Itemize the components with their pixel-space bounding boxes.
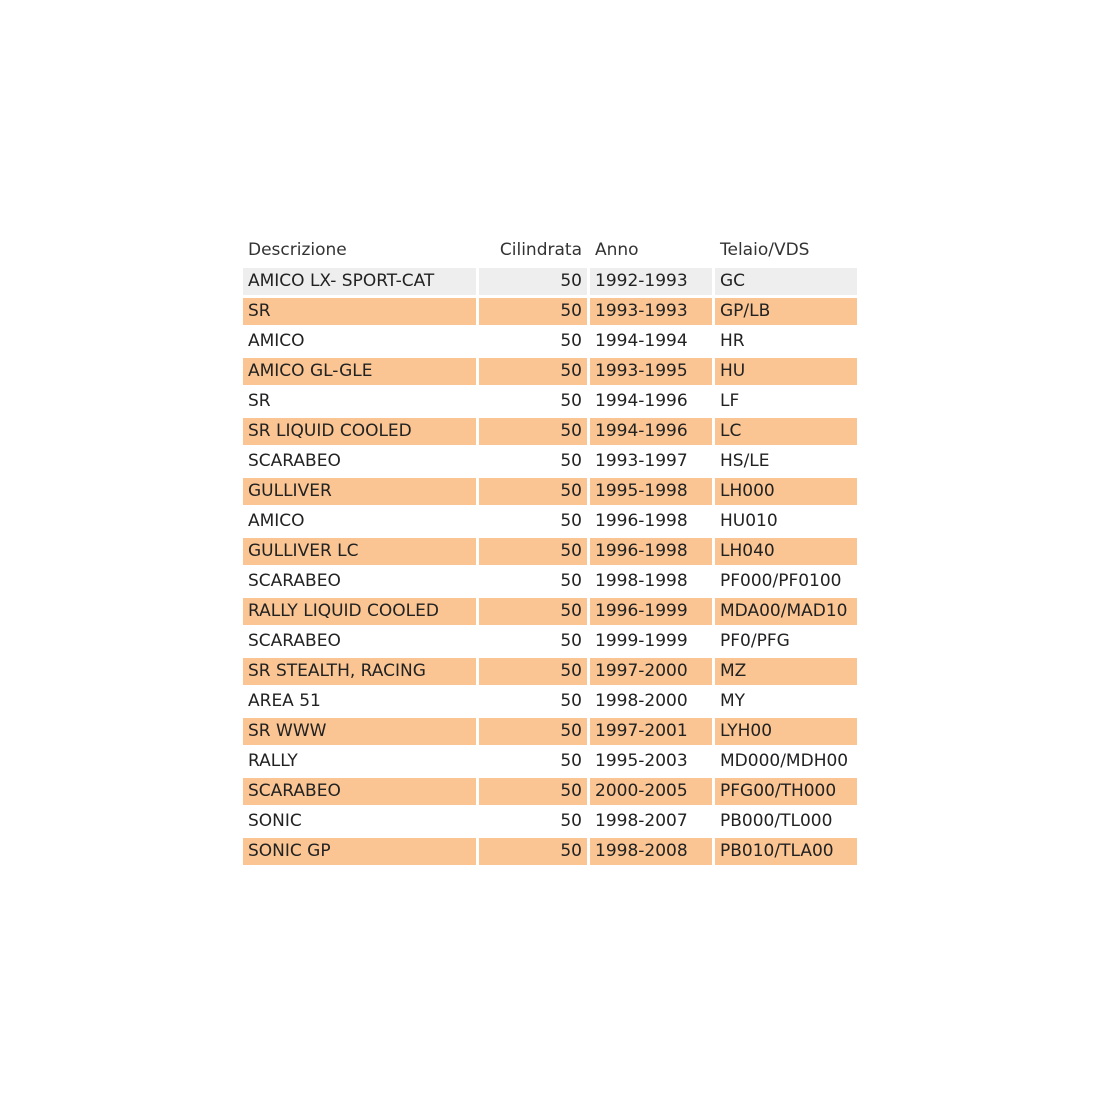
cell-cilindrata: 50 [479, 388, 587, 415]
cell-descrizione: RALLY [243, 748, 476, 775]
table-row [243, 478, 857, 505]
cell-cilindrata: 50 [479, 538, 587, 565]
cell-anno: 1996-1998 [590, 538, 712, 565]
cell-cilindrata: 50 [479, 838, 587, 865]
cell-descrizione: SR LIQUID COOLED [243, 418, 476, 445]
cell-descrizione: SCARABEO [243, 778, 476, 805]
table-row [243, 778, 857, 805]
cell-anno: 1993-1993 [590, 298, 712, 325]
cell-descrizione: GULLIVER LC [243, 538, 476, 565]
cell-telaio: LF [715, 388, 857, 415]
cell-anno: 1998-2000 [590, 688, 712, 715]
table-row [243, 418, 857, 445]
cell-telaio: LH000 [715, 478, 857, 505]
table-row [243, 358, 857, 385]
header-cilindrata: Cilindrata [479, 235, 587, 265]
cell-descrizione: GULLIVER [243, 478, 476, 505]
cell-descrizione: AMICO [243, 508, 476, 535]
cell-anno: 1998-2007 [590, 808, 712, 835]
table-row [243, 538, 857, 565]
table-row [243, 838, 857, 865]
cell-telaio: PB010/TLA00 [715, 838, 857, 865]
table-row [243, 388, 857, 415]
cell-telaio: LYH00 [715, 718, 857, 745]
cell-telaio: HU010 [715, 508, 857, 535]
cell-descrizione: AMICO GL-GLE [243, 358, 476, 385]
cell-telaio: GP/LB [715, 298, 857, 325]
cell-anno: 1993-1997 [590, 448, 712, 475]
cell-anno: 1994-1994 [590, 328, 712, 355]
cell-descrizione: SR WWW [243, 718, 476, 745]
cell-anno: 1995-2003 [590, 748, 712, 775]
table-row [243, 658, 857, 685]
cell-anno: 2000-2005 [590, 778, 712, 805]
table-row [243, 268, 857, 295]
cell-descrizione: SR STEALTH, RACING [243, 658, 476, 685]
cell-descrizione: SCARABEO [243, 448, 476, 475]
table-row [243, 748, 857, 775]
cell-anno: 1992-1993 [590, 268, 712, 295]
cell-cilindrata: 50 [479, 688, 587, 715]
cell-descrizione: SR [243, 298, 476, 325]
table-row [243, 298, 857, 325]
cell-descrizione: SONIC GP [243, 838, 476, 865]
cell-cilindrata: 50 [479, 418, 587, 445]
table-header-row [243, 235, 857, 265]
cell-cilindrata: 50 [479, 808, 587, 835]
cell-cilindrata: 50 [479, 628, 587, 655]
table-row [243, 688, 857, 715]
table-row [243, 568, 857, 595]
cell-anno: 1998-1998 [590, 568, 712, 595]
cell-telaio: MD000/MDH00 [715, 748, 857, 775]
cell-telaio: LH040 [715, 538, 857, 565]
cell-anno: 1996-1998 [590, 508, 712, 535]
header-telaio: Telaio/VDS [715, 235, 857, 265]
cell-cilindrata: 50 [479, 568, 587, 595]
table-body [243, 268, 857, 865]
cell-cilindrata: 50 [479, 778, 587, 805]
cell-cilindrata: 50 [479, 658, 587, 685]
cell-telaio: LC [715, 418, 857, 445]
cell-descrizione: AREA 51 [243, 688, 476, 715]
cell-telaio: MDA00/MAD10 [715, 598, 857, 625]
table-row [243, 508, 857, 535]
cell-descrizione: SCARABEO [243, 628, 476, 655]
cell-cilindrata: 50 [479, 508, 587, 535]
table-row [243, 448, 857, 475]
cell-telaio: PF0/PFG [715, 628, 857, 655]
cell-descrizione: RALLY LIQUID COOLED [243, 598, 476, 625]
cell-anno: 1997-2001 [590, 718, 712, 745]
cell-anno: 1996-1999 [590, 598, 712, 625]
header-descrizione: Descrizione [243, 235, 476, 265]
cell-anno: 1994-1996 [590, 418, 712, 445]
cell-cilindrata: 50 [479, 358, 587, 385]
cell-anno: 1995-1998 [590, 478, 712, 505]
cell-telaio: PFG00/TH000 [715, 778, 857, 805]
cell-descrizione: AMICO [243, 328, 476, 355]
cell-anno: 1993-1995 [590, 358, 712, 385]
vehicle-table [240, 232, 860, 868]
cell-telaio: GC [715, 268, 857, 295]
cell-cilindrata: 50 [479, 478, 587, 505]
header-anno: Anno [590, 235, 712, 265]
cell-descrizione: SR [243, 388, 476, 415]
cell-cilindrata: 50 [479, 328, 587, 355]
cell-telaio: MY [715, 688, 857, 715]
cell-telaio: PB000/TL000 [715, 808, 857, 835]
cell-anno: 1999-1999 [590, 628, 712, 655]
cell-descrizione: SCARABEO [243, 568, 476, 595]
cell-anno: 1998-2008 [590, 838, 712, 865]
cell-cilindrata: 50 [479, 268, 587, 295]
cell-cilindrata: 50 [479, 598, 587, 625]
cell-cilindrata: 50 [479, 448, 587, 475]
cell-telaio: HR [715, 328, 857, 355]
cell-anno: 1994-1996 [590, 388, 712, 415]
cell-cilindrata: 50 [479, 298, 587, 325]
table-row [243, 808, 857, 835]
table-row [243, 718, 857, 745]
cell-telaio: HS/LE [715, 448, 857, 475]
table-row [243, 598, 857, 625]
cell-anno: 1997-2000 [590, 658, 712, 685]
cell-telaio: PF000/PF0100 [715, 568, 857, 595]
cell-descrizione: AMICO LX- SPORT-CAT [243, 268, 476, 295]
cell-cilindrata: 50 [479, 748, 587, 775]
cell-cilindrata: 50 [479, 718, 587, 745]
table-row [243, 628, 857, 655]
cell-telaio: HU [715, 358, 857, 385]
table-row [243, 328, 857, 355]
cell-telaio: MZ [715, 658, 857, 685]
cell-descrizione: SONIC [243, 808, 476, 835]
